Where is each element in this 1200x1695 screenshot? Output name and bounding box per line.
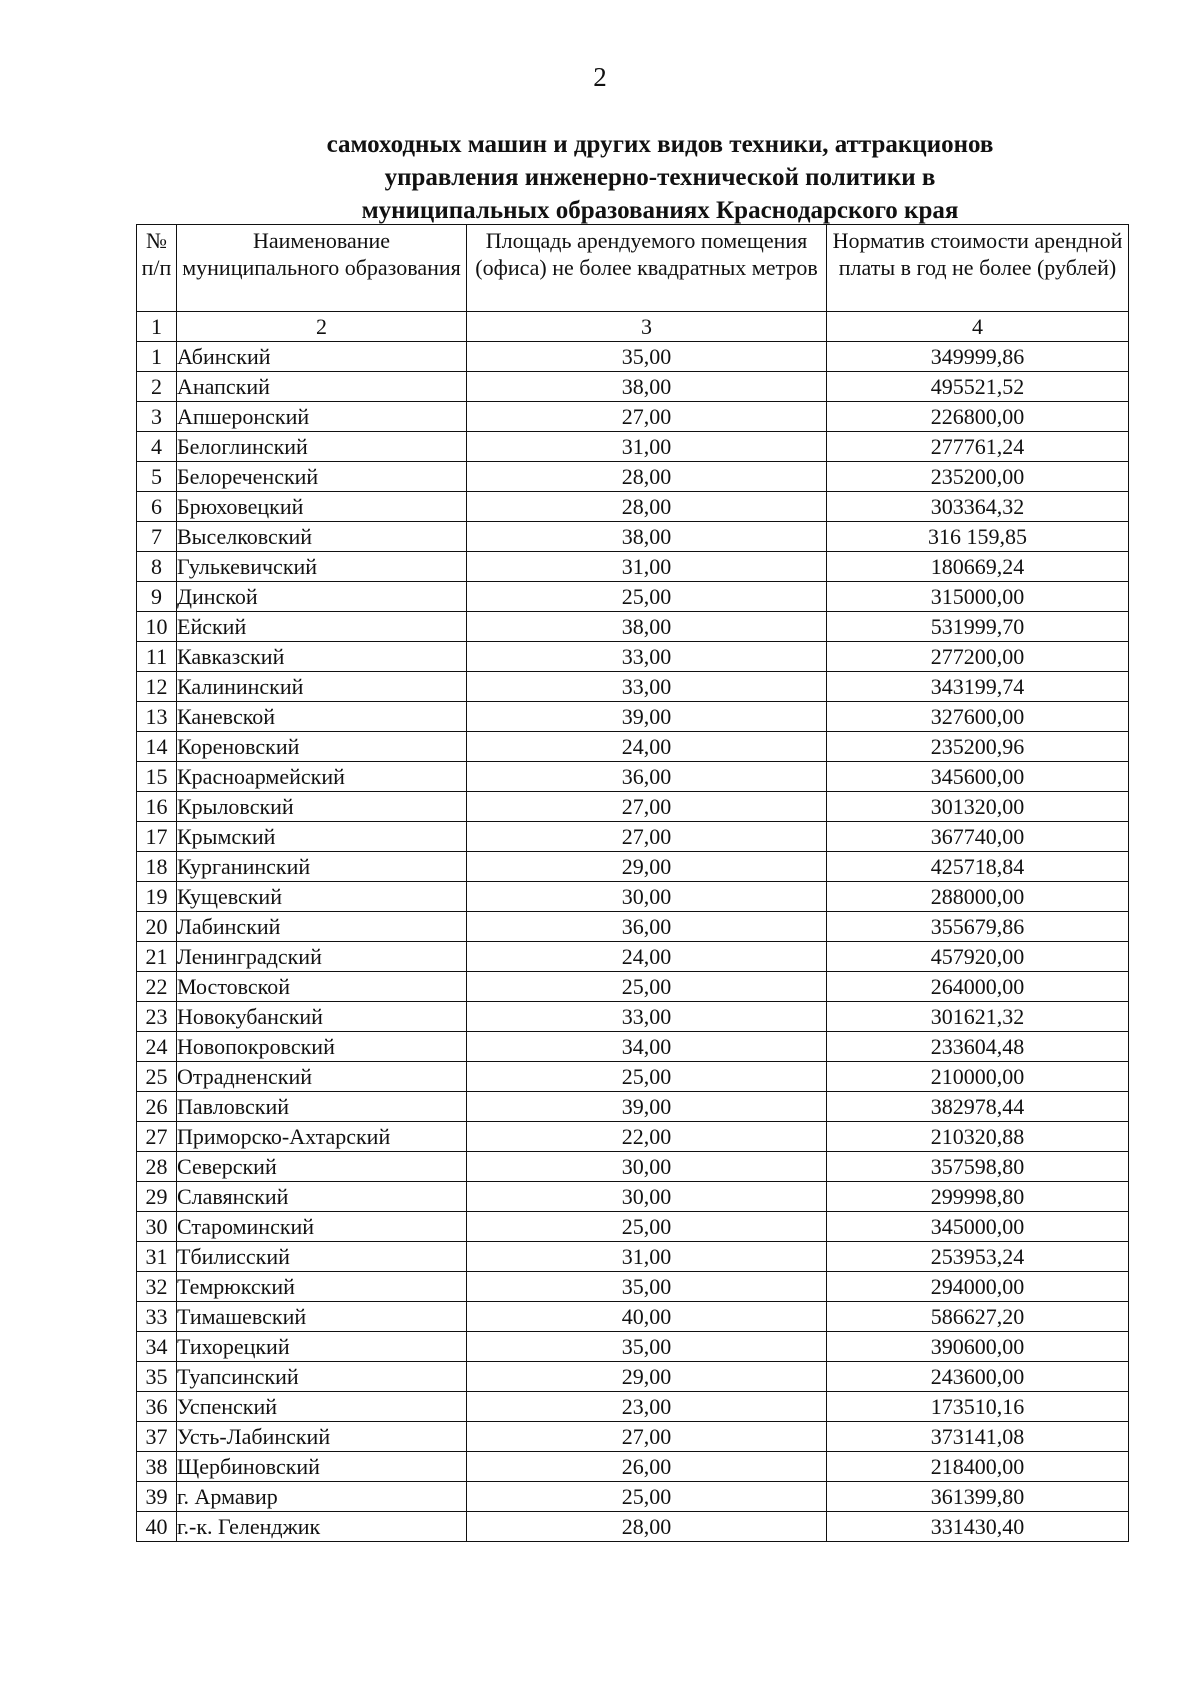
municipality-name: Гулькевичский — [177, 552, 467, 582]
row-number: 20 — [137, 912, 177, 942]
row-number: 38 — [137, 1452, 177, 1482]
table-row — [137, 882, 1129, 912]
row-number: 1 — [137, 342, 177, 372]
rent-cost: 264000,00 — [827, 972, 1129, 1002]
office-area: 31,00 — [467, 552, 827, 582]
rent-norms-table — [136, 224, 1129, 1542]
table-body — [137, 342, 1129, 1542]
rent-cost: 218400,00 — [827, 1452, 1129, 1482]
row-number: 29 — [137, 1182, 177, 1212]
rent-cost: 345000,00 — [827, 1212, 1129, 1242]
office-area: 27,00 — [467, 822, 827, 852]
table-row — [137, 1302, 1129, 1332]
row-number: 21 — [137, 942, 177, 972]
table-row — [137, 1062, 1129, 1092]
row-number: 12 — [137, 672, 177, 702]
table-row — [137, 1242, 1129, 1272]
rent-cost: 361399,80 — [827, 1482, 1129, 1512]
municipality-name: Динской — [177, 582, 467, 612]
office-area: 36,00 — [467, 762, 827, 792]
office-area: 27,00 — [467, 792, 827, 822]
rent-cost: 390600,00 — [827, 1332, 1129, 1362]
column-number: 3 — [467, 312, 827, 342]
row-number: 5 — [137, 462, 177, 492]
office-area: 28,00 — [467, 492, 827, 522]
office-area: 26,00 — [467, 1452, 827, 1482]
office-area: 22,00 — [467, 1122, 827, 1152]
municipality-name: Кореновский — [177, 732, 467, 762]
municipality-name: Белореченский — [177, 462, 467, 492]
rent-cost: 425718,84 — [827, 852, 1129, 882]
table-row — [137, 522, 1129, 552]
row-number: 18 — [137, 852, 177, 882]
rent-cost: 357598,80 — [827, 1152, 1129, 1182]
municipality-name: Староминский — [177, 1212, 467, 1242]
rent-cost: 349999,86 — [827, 342, 1129, 372]
table-row — [137, 612, 1129, 642]
office-area: 25,00 — [467, 1212, 827, 1242]
office-area: 30,00 — [467, 1152, 827, 1182]
office-area: 28,00 — [467, 462, 827, 492]
header-no: № п/п — [137, 225, 177, 312]
office-area: 29,00 — [467, 1362, 827, 1392]
row-number: 23 — [137, 1002, 177, 1032]
rent-cost: 299998,80 — [827, 1182, 1129, 1212]
table-row — [137, 732, 1129, 762]
table-row — [137, 1452, 1129, 1482]
table-row — [137, 702, 1129, 732]
table-row — [137, 642, 1129, 672]
municipality-name: Крымский — [177, 822, 467, 852]
rent-cost: 180669,24 — [827, 552, 1129, 582]
office-area: 24,00 — [467, 732, 827, 762]
document-title — [230, 128, 1090, 227]
rent-cost: 373141,08 — [827, 1422, 1129, 1452]
rent-cost: 355679,86 — [827, 912, 1129, 942]
row-number: 35 — [137, 1362, 177, 1392]
row-number: 16 — [137, 792, 177, 822]
row-number: 24 — [137, 1032, 177, 1062]
municipality-name: Туапсинский — [177, 1362, 467, 1392]
office-area: 36,00 — [467, 912, 827, 942]
municipality-name: Крыловский — [177, 792, 467, 822]
municipality-name: Новокубанский — [177, 1002, 467, 1032]
table-row — [137, 762, 1129, 792]
office-area: 27,00 — [467, 402, 827, 432]
rent-cost: 235200,96 — [827, 732, 1129, 762]
office-area: 33,00 — [467, 1002, 827, 1032]
column-number: 4 — [827, 312, 1129, 342]
row-number: 39 — [137, 1482, 177, 1512]
office-area: 35,00 — [467, 342, 827, 372]
title-line: муниципальных образованиях Краснодарского края — [361, 197, 959, 224]
row-number: 9 — [137, 582, 177, 612]
table-row — [137, 402, 1129, 432]
municipality-name: Щербиновский — [177, 1452, 467, 1482]
municipality-name: Ленинградский — [177, 942, 467, 972]
column-number-row — [137, 312, 1129, 342]
table-row — [137, 432, 1129, 462]
table-row — [137, 1272, 1129, 1302]
row-number: 13 — [137, 702, 177, 732]
table-row — [137, 1392, 1129, 1422]
rent-cost: 345600,00 — [827, 762, 1129, 792]
title-line: управления инженерно-технической политики в — [384, 164, 936, 191]
municipality-name: г.-к. Геленджик — [177, 1512, 467, 1542]
row-number: 32 — [137, 1272, 177, 1302]
office-area: 30,00 — [467, 1182, 827, 1212]
table-row — [137, 1512, 1129, 1542]
column-number: 1 — [137, 312, 177, 342]
rent-cost: 316 159,85 — [827, 522, 1129, 552]
office-area: 34,00 — [467, 1032, 827, 1062]
row-number: 22 — [137, 972, 177, 1002]
office-area: 25,00 — [467, 1062, 827, 1092]
office-area: 29,00 — [467, 852, 827, 882]
rent-cost: 327600,00 — [827, 702, 1129, 732]
rent-cost: 253953,24 — [827, 1242, 1129, 1272]
municipality-name: Белоглинский — [177, 432, 467, 462]
municipality-name: Апшеронский — [177, 402, 467, 432]
rent-cost: 331430,40 — [827, 1512, 1129, 1542]
row-number: 26 — [137, 1092, 177, 1122]
row-number: 14 — [137, 732, 177, 762]
office-area: 38,00 — [467, 612, 827, 642]
row-number: 11 — [137, 642, 177, 672]
municipality-name: Павловский — [177, 1092, 467, 1122]
row-number: 4 — [137, 432, 177, 462]
row-number: 17 — [137, 822, 177, 852]
header-name: Наименование муниципального образования — [177, 225, 467, 312]
rent-cost: 277761,24 — [827, 432, 1129, 462]
rent-cost: 210000,00 — [827, 1062, 1129, 1092]
rent-cost: 531999,70 — [827, 612, 1129, 642]
rent-cost: 495521,52 — [827, 372, 1129, 402]
office-area: 25,00 — [467, 1482, 827, 1512]
municipality-name: Кавказский — [177, 642, 467, 672]
row-number: 15 — [137, 762, 177, 792]
header-cost: Норматив стоимости арендной платы в год не более (рублей) — [827, 225, 1129, 312]
office-area: 39,00 — [467, 1092, 827, 1122]
table-row — [137, 822, 1129, 852]
municipality-name: Кущевский — [177, 882, 467, 912]
rent-cost: 277200,00 — [827, 642, 1129, 672]
row-number: 33 — [137, 1302, 177, 1332]
rent-cost: 457920,00 — [827, 942, 1129, 972]
table-row — [137, 1182, 1129, 1212]
office-area: 35,00 — [467, 1332, 827, 1362]
rent-cost: 235200,00 — [827, 462, 1129, 492]
row-number: 37 — [137, 1422, 177, 1452]
table-row — [137, 1122, 1129, 1152]
table-row — [137, 462, 1129, 492]
row-number: 2 — [137, 372, 177, 402]
rent-cost: 294000,00 — [827, 1272, 1129, 1302]
table-row — [137, 792, 1129, 822]
table-row — [137, 492, 1129, 522]
table-row — [137, 972, 1129, 1002]
office-area: 38,00 — [467, 522, 827, 552]
office-area: 31,00 — [467, 1242, 827, 1272]
municipality-name: г. Армавир — [177, 1482, 467, 1512]
municipality-name: Каневской — [177, 702, 467, 732]
column-number: 2 — [177, 312, 467, 342]
title-line: самоходных машин и других видов техники, аттракционов — [326, 131, 994, 158]
municipality-name: Брюховецкий — [177, 492, 467, 522]
row-number: 19 — [137, 882, 177, 912]
rent-cost: 367740,00 — [827, 822, 1129, 852]
municipality-name: Красноармейский — [177, 762, 467, 792]
municipality-name: Мостовской — [177, 972, 467, 1002]
table-row — [137, 1032, 1129, 1062]
municipality-name: Приморско-Ахтарский — [177, 1122, 467, 1152]
office-area: 30,00 — [467, 882, 827, 912]
office-area: 27,00 — [467, 1422, 827, 1452]
office-area: 33,00 — [467, 672, 827, 702]
rent-cost: 586627,20 — [827, 1302, 1129, 1332]
rent-cost: 243600,00 — [827, 1362, 1129, 1392]
row-number: 30 — [137, 1212, 177, 1242]
table-row — [137, 372, 1129, 402]
municipality-name: Абинский — [177, 342, 467, 372]
rent-cost: 233604,48 — [827, 1032, 1129, 1062]
table-row — [137, 1212, 1129, 1242]
rent-cost: 382978,44 — [827, 1092, 1129, 1122]
office-area: 33,00 — [467, 642, 827, 672]
municipality-name: Выселковский — [177, 522, 467, 552]
table-row — [137, 672, 1129, 702]
municipality-name: Усть-Лабинский — [177, 1422, 467, 1452]
table-row — [137, 1092, 1129, 1122]
table-row — [137, 942, 1129, 972]
row-number: 31 — [137, 1242, 177, 1272]
municipality-name: Новопокровский — [177, 1032, 467, 1062]
table-row — [137, 552, 1129, 582]
table-row — [137, 1152, 1129, 1182]
table-header-row — [137, 225, 1129, 312]
row-number: 10 — [137, 612, 177, 642]
municipality-name: Лабинский — [177, 912, 467, 942]
rent-cost: 343199,74 — [827, 672, 1129, 702]
office-area: 24,00 — [467, 942, 827, 972]
municipality-name: Курганинский — [177, 852, 467, 882]
municipality-name: Тимашевский — [177, 1302, 467, 1332]
table-row — [137, 582, 1129, 612]
office-area: 28,00 — [467, 1512, 827, 1542]
rent-cost: 315000,00 — [827, 582, 1129, 612]
office-area: 40,00 — [467, 1302, 827, 1332]
page-number: 2 — [593, 62, 607, 92]
row-number: 6 — [137, 492, 177, 522]
table-row — [137, 1362, 1129, 1392]
table-row — [137, 342, 1129, 372]
office-area: 31,00 — [467, 432, 827, 462]
row-number: 25 — [137, 1062, 177, 1092]
rent-cost: 301320,00 — [827, 792, 1129, 822]
table-row — [137, 852, 1129, 882]
municipality-name: Темрюкский — [177, 1272, 467, 1302]
rent-cost: 173510,16 — [827, 1392, 1129, 1422]
row-number: 34 — [137, 1332, 177, 1362]
rent-cost: 301621,32 — [827, 1002, 1129, 1032]
header-area: Площадь арендуемого помещения (офиса) не более квадратных метров — [467, 225, 827, 312]
row-number: 27 — [137, 1122, 177, 1152]
municipality-name: Отрадненский — [177, 1062, 467, 1092]
municipality-name: Анапский — [177, 372, 467, 402]
municipality-name: Ейский — [177, 612, 467, 642]
row-number: 28 — [137, 1152, 177, 1182]
table-row — [137, 1002, 1129, 1032]
table-row — [137, 1332, 1129, 1362]
office-area: 39,00 — [467, 702, 827, 732]
office-area: 35,00 — [467, 1272, 827, 1302]
rent-cost: 226800,00 — [827, 402, 1129, 432]
municipality-name: Калининский — [177, 672, 467, 702]
table-row — [137, 1422, 1129, 1452]
office-area: 23,00 — [467, 1392, 827, 1422]
municipality-name: Успенский — [177, 1392, 467, 1422]
municipality-name: Северский — [177, 1152, 467, 1182]
office-area: 25,00 — [467, 582, 827, 612]
row-number: 40 — [137, 1512, 177, 1542]
municipality-name: Славянский — [177, 1182, 467, 1212]
row-number: 8 — [137, 552, 177, 582]
rent-cost: 303364,32 — [827, 492, 1129, 522]
rent-cost: 288000,00 — [827, 882, 1129, 912]
rent-cost: 210320,88 — [827, 1122, 1129, 1152]
office-area: 38,00 — [467, 372, 827, 402]
municipality-name: Тихорецкий — [177, 1332, 467, 1362]
row-number: 36 — [137, 1392, 177, 1422]
table-row — [137, 1482, 1129, 1512]
row-number: 3 — [137, 402, 177, 432]
row-number: 7 — [137, 522, 177, 552]
office-area: 25,00 — [467, 972, 827, 1002]
table-row — [137, 912, 1129, 942]
municipality-name: Тбилисский — [177, 1242, 467, 1272]
